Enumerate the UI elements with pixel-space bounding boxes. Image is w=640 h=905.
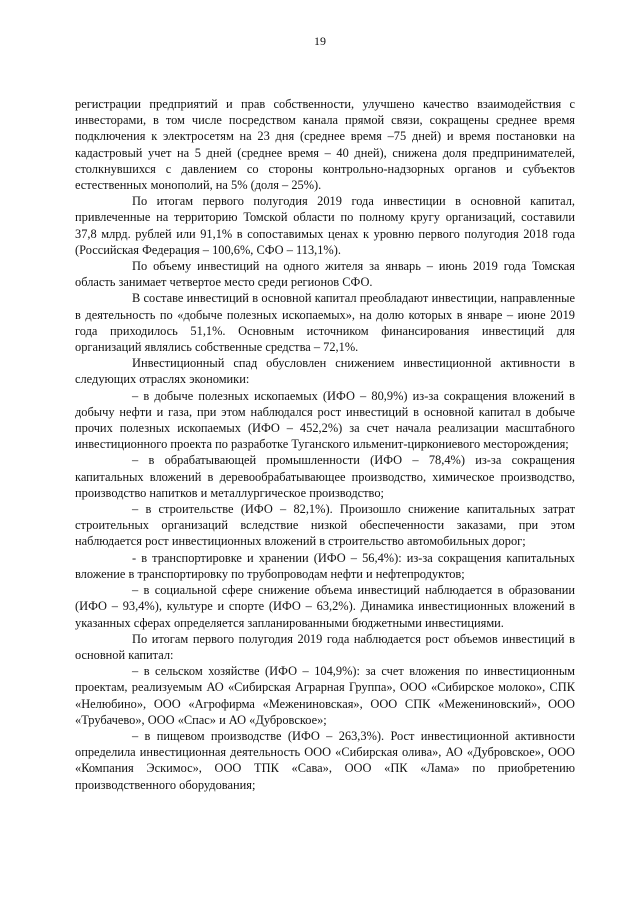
list-item: – в строительстве (ИФО – 82,1%). Произошло снижение капитальных затрат строительных организаций вследствие низкой обеспеченности заказами, при этом наблюдается рост инвестиционных вложений в строительство автомобильных дорог; bbox=[75, 502, 575, 549]
page-number: 19 bbox=[314, 34, 326, 48]
paragraph: По итогам первого полугодия 2019 года инвестиции в основной капитал, привлеченные на территорию Томской области по полному кругу организаций, составили 37,8 млрд. рублей или 91,1% в сопоставимых ценах к уровню первого полугодия 2018 года (Российская Федерация – 100,6%, СФО – 113,1%). bbox=[75, 194, 575, 257]
list-item: - в транспортировке и хранении (ИФО – 56,4%): из-за сокращения капитальных вложение в транспортировку по трубопроводам нефти и нефтепродуктов; bbox=[75, 550, 575, 581]
list-item: – в пищевом производстве (ИФО – 263,3%). Рост инвестиционной активности определила инвестиционная деятельность ООО «Сибирская олива», АО «Дубровское», ООО «Компания Эскимос», ООО ТПК «Сава», ООО «ПК «Лама» по приобретению производственного оборудования; bbox=[75, 728, 575, 792]
paragraph: регистрации предприятий и прав собственности, улучшено качество взаимодействия с инвесторами, в том числе посредством канала прямой связи, сокращены среднее время подключения к электросетям на 23 дня (среднее время –75 дней) и время постановки на кадастровый учет на 5 дней (среднее время – 40 дней), снижена доля предпринимателей, столкнувшихся с давлением со стороны контрольно-надзорных органов и субъектов естественных монополий, на 5% (доля – 25%). bbox=[75, 97, 575, 193]
list-item: – в сельском хозяйстве (ИФО – 104,9%): за счет вложения по инвестиционным проектам, реализуемым АО «Сибирская Аграрная Группа», ООО «Сибирское молоко», СПК «Нелюбино», ООО «Агрофирма «Межениновская», ООО СПК «Межениновский», ООО «Трубачево», ООО «Спас» и АО «Дубровское»; bbox=[75, 664, 575, 727]
paragraph: По итогам первого полугодия 2019 года наблюдается рост объемов инвестиций в основной капитал: bbox=[75, 631, 575, 662]
list-item: – в добыче полезных ископаемых (ИФО – 80,9%) из-за сокращения вложений в добычу нефти и газа, при этом наблюдался рост инвестиций в основной капитал в добыче прочих полезных ископаемых (ИФО – 452,2%) за счет начала реализации масштабного инвестиционного проекта по разработке Туганского ильменит-циркониевого месторождения; bbox=[75, 388, 575, 452]
list-item: – в обрабатывающей промышленности (ИФО – 78,4%) из-за сокращения капитальных вложений в деревообрабатывающее производство, химическое производство, производство напитков и металлургическое производство; bbox=[75, 453, 575, 500]
paragraph: По объему инвестиций на одного жителя за январь – июнь 2019 года Томская область занимает четвертое место среди регионов СФО. bbox=[75, 259, 575, 290]
document-body bbox=[75, 96, 575, 793]
paragraph: В составе инвестиций в основной капитал преобладают инвестиции, направленные в деятельность по «добыче полезных ископаемых», на долю которых в январе – июне 2019 года приходилось 51,1%. Основным источником финансирования инвестиций для организаций являлись собственные средства – 72,1%. bbox=[75, 291, 575, 355]
paragraph: Инвестиционный спад обусловлен снижением инвестиционной активности в следующих отраслях экономики: bbox=[75, 356, 575, 387]
list-item: – в социальной сфере снижение объема инвестиций наблюдается в образовании (ИФО – 93,4%), культуре и спорте (ИФО – 63,2%). Динамика инвестиционных вложений в указанных сферах определяется запланированными бюджетными инвестициями. bbox=[75, 583, 575, 630]
